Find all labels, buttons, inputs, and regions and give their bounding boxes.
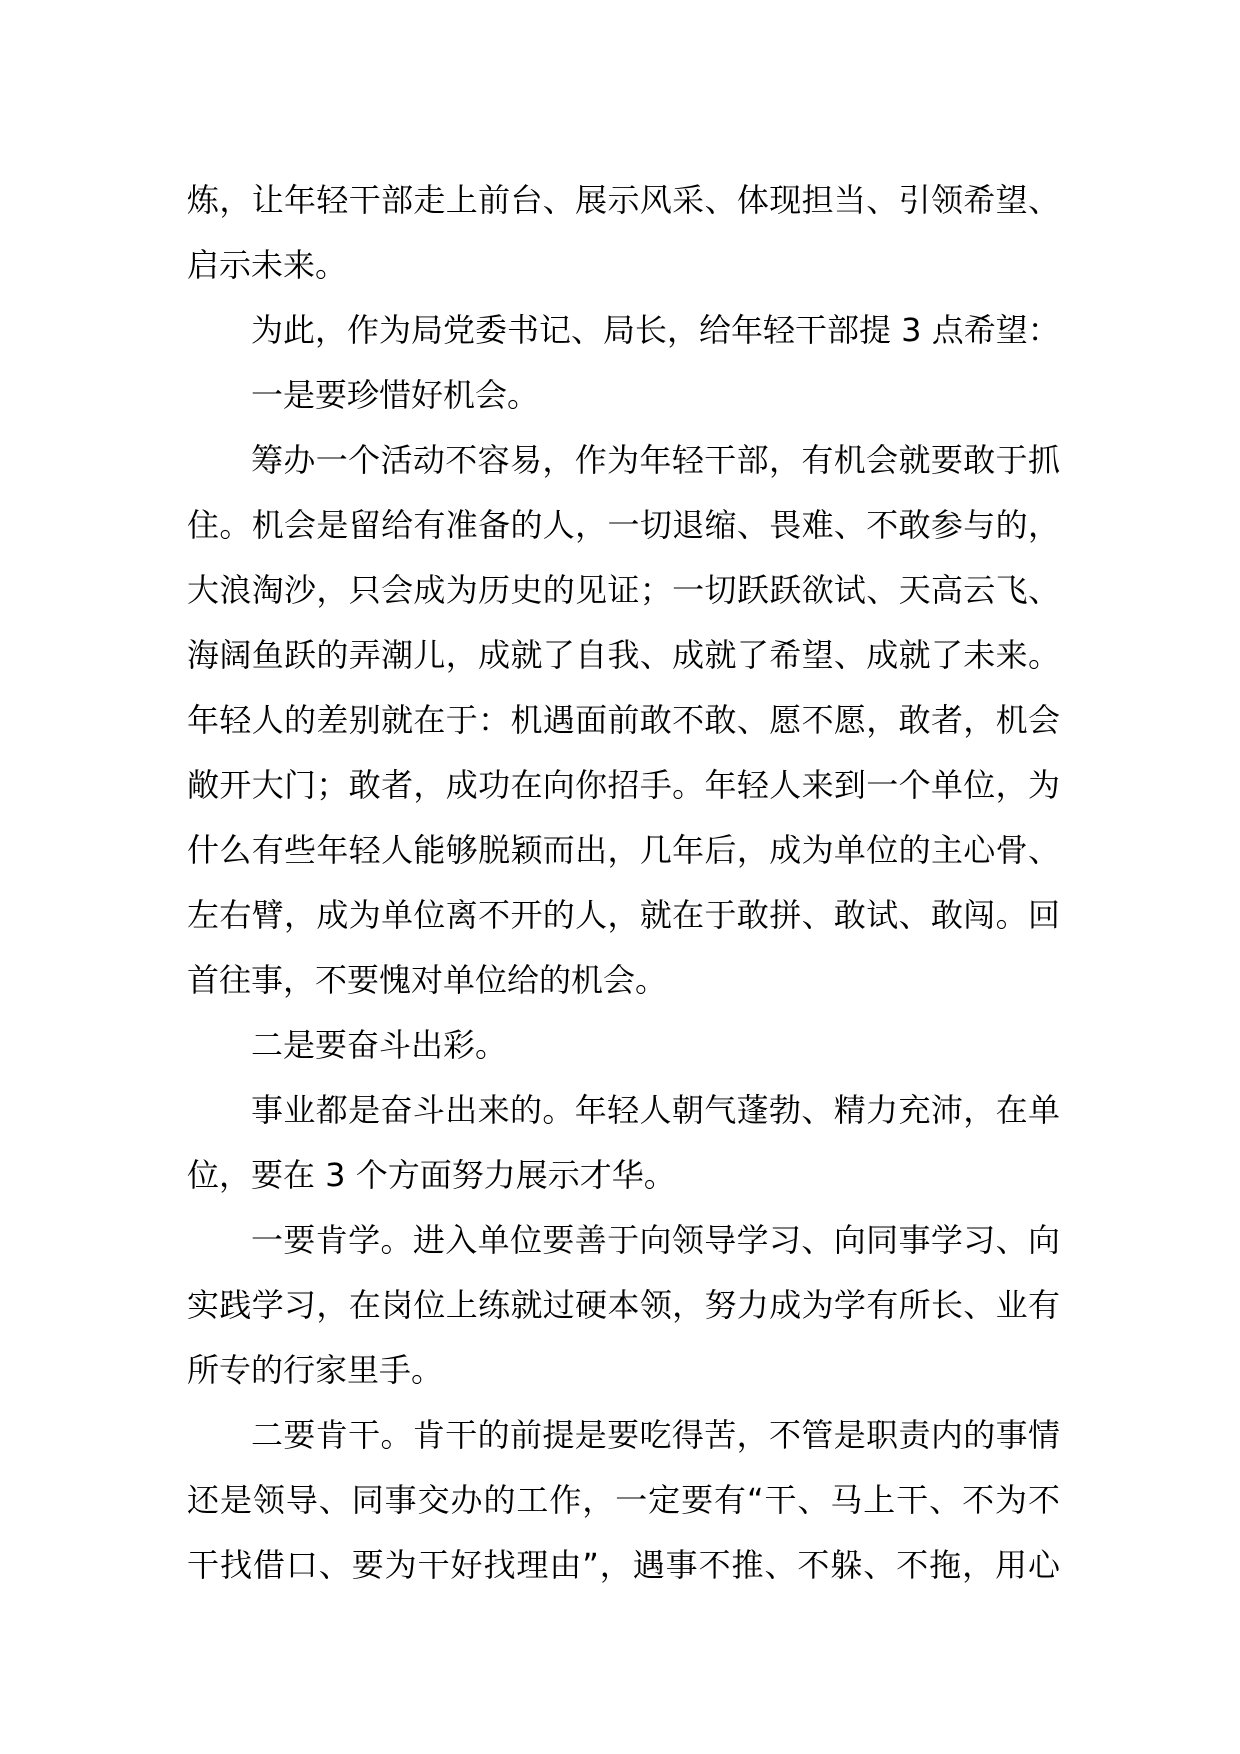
section-heading: 一是要珍惜好机会。 — [251, 376, 540, 414]
text-line: 事业都是奋斗出来的。年轻人朝气蓬勃、精力充沛，在单 — [251, 1091, 1060, 1129]
text-line: 启示未来。 — [187, 246, 348, 284]
text-line: 实践学习，在岗位上练就过硬本领，努力成为学有所长、业有 — [187, 1286, 1060, 1324]
text-line: 所专的行家里手。 — [187, 1351, 444, 1389]
text-line: 炼，让年轻干部走上前台、展示风采、体现担当、引领希望、 — [187, 181, 1060, 219]
text-line: 年轻人的差别就在于：机遇面前敢不敢、愿不愿，敢者，机会 — [187, 701, 1060, 739]
text-line: 还是领导、同事交办的工作，一定要有“干、马上干、不为不 — [187, 1481, 1060, 1519]
text-line: 位，要在 3 个方面努力展示才华。 — [187, 1156, 676, 1194]
text-line: 一要肯学。进入单位要善于向领导学习、向同事学习、向 — [251, 1221, 1060, 1259]
text-line: 左右臂，成为单位离不开的人，就在于敢拼、敢试、敢闯。回 — [187, 896, 1060, 934]
text-line: 敞开大门；敢者，成功在向你招手。年轻人来到一个单位，为 — [187, 766, 1060, 804]
text-line: 住。机会是留给有准备的人，一切退缩、畏难、不敢参与的， — [187, 506, 1060, 544]
text-line: 首往事，不要愧对单位给的机会。 — [187, 961, 668, 999]
body-text — [187, 168, 1060, 1598]
text-line: 二要肯干。肯干的前提是要吃得苦，不管是职责内的事情 — [251, 1416, 1060, 1454]
text-line: 什么有些年轻人能够脱颖而出，几年后，成为单位的主心骨、 — [187, 831, 1060, 869]
text-line: 筹办一个活动不容易，作为年轻干部，有机会就要敢于抓 — [251, 441, 1060, 479]
section-heading: 二是要奋斗出彩。 — [251, 1026, 508, 1064]
text-line: 为此，作为局党委书记、局长，给年轻干部提 3 点希望： — [251, 311, 1060, 349]
text-line: 大浪淘沙，只会成为历史的见证；一切跃跃欲试、天高云飞、 — [187, 571, 1060, 609]
text-line: 干找借口、要为干好找理由”，遇事不推、不躲、不拖，用心 — [187, 1546, 1060, 1584]
text-line: 海阔鱼跃的弄潮儿，成就了自我、成就了希望、成就了未来。 — [187, 636, 1060, 674]
